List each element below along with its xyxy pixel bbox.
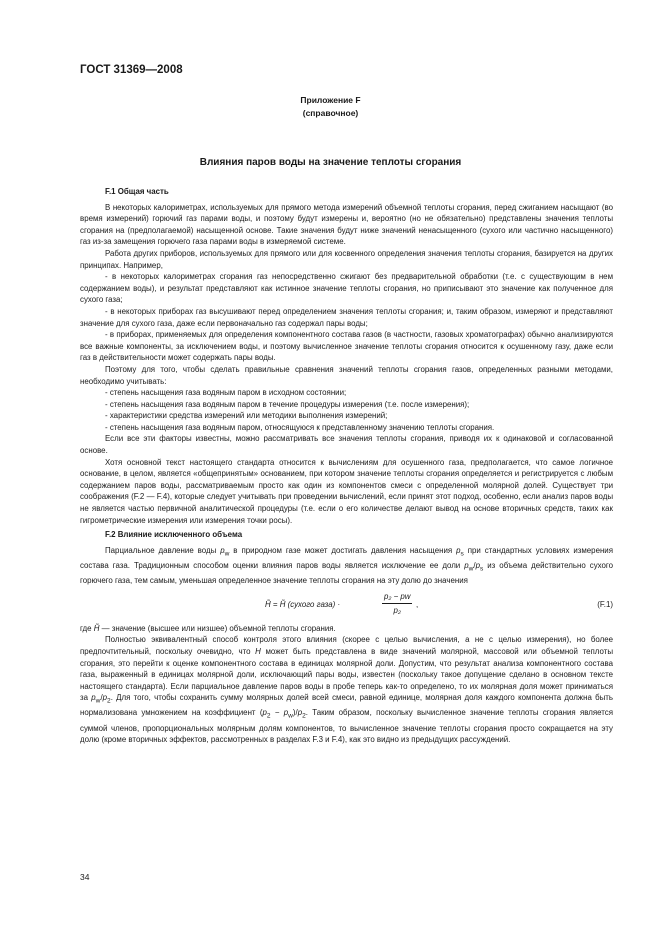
section-heading-f2: F.2 Влияние исключенного объема [105,530,243,540]
formula-lhs: H̃ = H̃ (сухого газа) · [265,599,341,609]
formula-numerator: p₂ − pw [382,591,412,605]
page-number: 34 [80,872,90,882]
list-item: - в некоторых приборах газ высушивают перед определением значения теплоты сгорания; и, таким образом, измеряют и представляют значение для сухого газа, даже если первоначально газ содержал пары воды; [80,306,613,328]
formula-denominator: p₂ [393,606,401,616]
paragraph: Работа других приборов, используемых для прямого или для косвенного определения значения теплоты сгорания, базируется на других принципах. Например, [80,248,613,270]
formula-explanation: где H̃ — значение (высшее или низшее) объемной теплоты сгорания. [80,623,336,633]
formula-number: (F.1) [597,599,613,609]
paragraph: Парциальное давление воды $p_w$ в природном газе может достигать давления насыщения $p_s$ при стандартных условиях измерения состава газа. Традиционным способом оценки влияния паров воды является исключение ее доли $p_w/p_s$ из объема действительно сухого горючего газа, тем самым, уменьшая определенное значение теплоты сгорания на эту долю до значения [80,545,613,586]
list-item: - степень насыщения газа водяным паром, относящуюся к представленному значению теплоты сгорания. [105,422,495,432]
formula-f1 [80,591,613,621]
paragraph: Поэтому для того, чтобы сделать правильные сравнения значений теплоты сгорания газов, определенных разными методами, необходимо учитывать: [80,364,613,386]
annex-label: Приложение F [300,95,361,105]
standard-header: ГОСТ 31369—2008 [80,64,183,76]
formula-fraction [382,591,412,617]
list-item: - степень насыщения газа водяным паром в исходном состоянии; [105,388,347,398]
paragraph: Полностью эквивалентный способ контроля этого влияния (скорее с целью вычисления, а не с целью измерения), но более предпочтительный, поскольку очевидно, что H может быть представлена в виде значений молярной, массовой или объемной теплоты сгорания, это перейти к оценке компонентного состава в единицах молярной доли. Допустим, что результат анализа компонентного состава газа, выраженный в единицах молярной доли, исключающий пары воды, известен (поскольку такое допущение сделано в основном тексте настоящего стандарта). Если парциальное давление паров воды в пробе теперь как-то определено, то их молярная доля может приниматься за $p_w/p_2$. Для того, чтобы сохранить сумму молярных долей всей смеси, равной единице, молярная доля каждого компонента должна быть нормализована умножением на коэффициент $(p_2 - p_w)/p_2$. Таким образом, поскольку вычисленное значение теплоты сгорания является суммой членов, пропорциональных молярным долям компонентов, то вычисленное значение теплоты сгорания просто сокращается на эту долю (кроме вторичных эффектов, рассмотренных в разделах F.3 и F.4), как это видно из предыдущих рассуждений. [80,635,614,745]
list-item: - характеристики средства измерений или методики выполнения измерений; [105,411,388,421]
list-item: - степень насыщения газа водяным паром в течение процедуры измерения (т.е. после измерения); [105,399,470,409]
document-body [80,183,613,746]
list-item: - в приборах, применяемых для определения компонентного состава газов (в частности, газовых хроматографах) обычно анализируются все важные компоненты, за исключением воды, и поэтому вычисленное значение теплоты сгорания относится к осушенному газу, даже если газ в действительности может содержать пары воды. [80,330,613,363]
page-title: Влияния паров воды на значение теплоты сгорания [199,157,462,168]
paragraph: Если все эти факторы известны, можно рассматривать все значения теплоты сгорания, приводя их к одинаковой и согласованной основе. [80,434,613,456]
paragraph: Хотя основной текст настоящего стандарта относится к вычислениям для осушенного газа, предполагается, что самое логичное основание, в целом, является «общепринятым» основанием, при котором значение теплоты сгорания определяется и регистрируется с любым содержанием паров воды, рассматриваемым просто как один из компонентов смеси с определенной молярной долей. Существует три соображения (F.2 — F.4), которые следует учитывать при проведении вычислений, если принят этот подход, особенно, если анализ паров воды не является частью первичной аналитической процедуры (т.е. если о его количестве делают вывод на основе вторичных средств, таких как гигрометрические измерения или измерения точки росы). [80,457,613,525]
annex-type: (справочное) [302,108,359,118]
formula-comma: , [416,599,419,609]
paragraph: В некоторых калориметрах, используемых для прямого метода измерений объемной теплоты сгорания, перед сжиганием насыщают (во время измерений) горючий газ парами воды, и поэтому будут измерены и, вероятно (но не обязательно) представлены значения теплоты сгорания на (предполагаемой) насыщенной основе. Такие значения будут ниже значений ненасыщенного (сухого или частично насыщенного) газ из-за замещения горючего газа парами воды в измеряемой системе. [80,202,613,247]
section-heading-f1: F.1 Общая часть [105,187,169,196]
list-item: - в некоторых калориметрах сгорания газ непосредственно сжигают без предварительной обработки (т.е. с существующим в нем содержанием воды), и результат представляют как истинное значение теплоты сгорания, но приписывают это значение как полученное для сухого газа; [80,272,613,305]
